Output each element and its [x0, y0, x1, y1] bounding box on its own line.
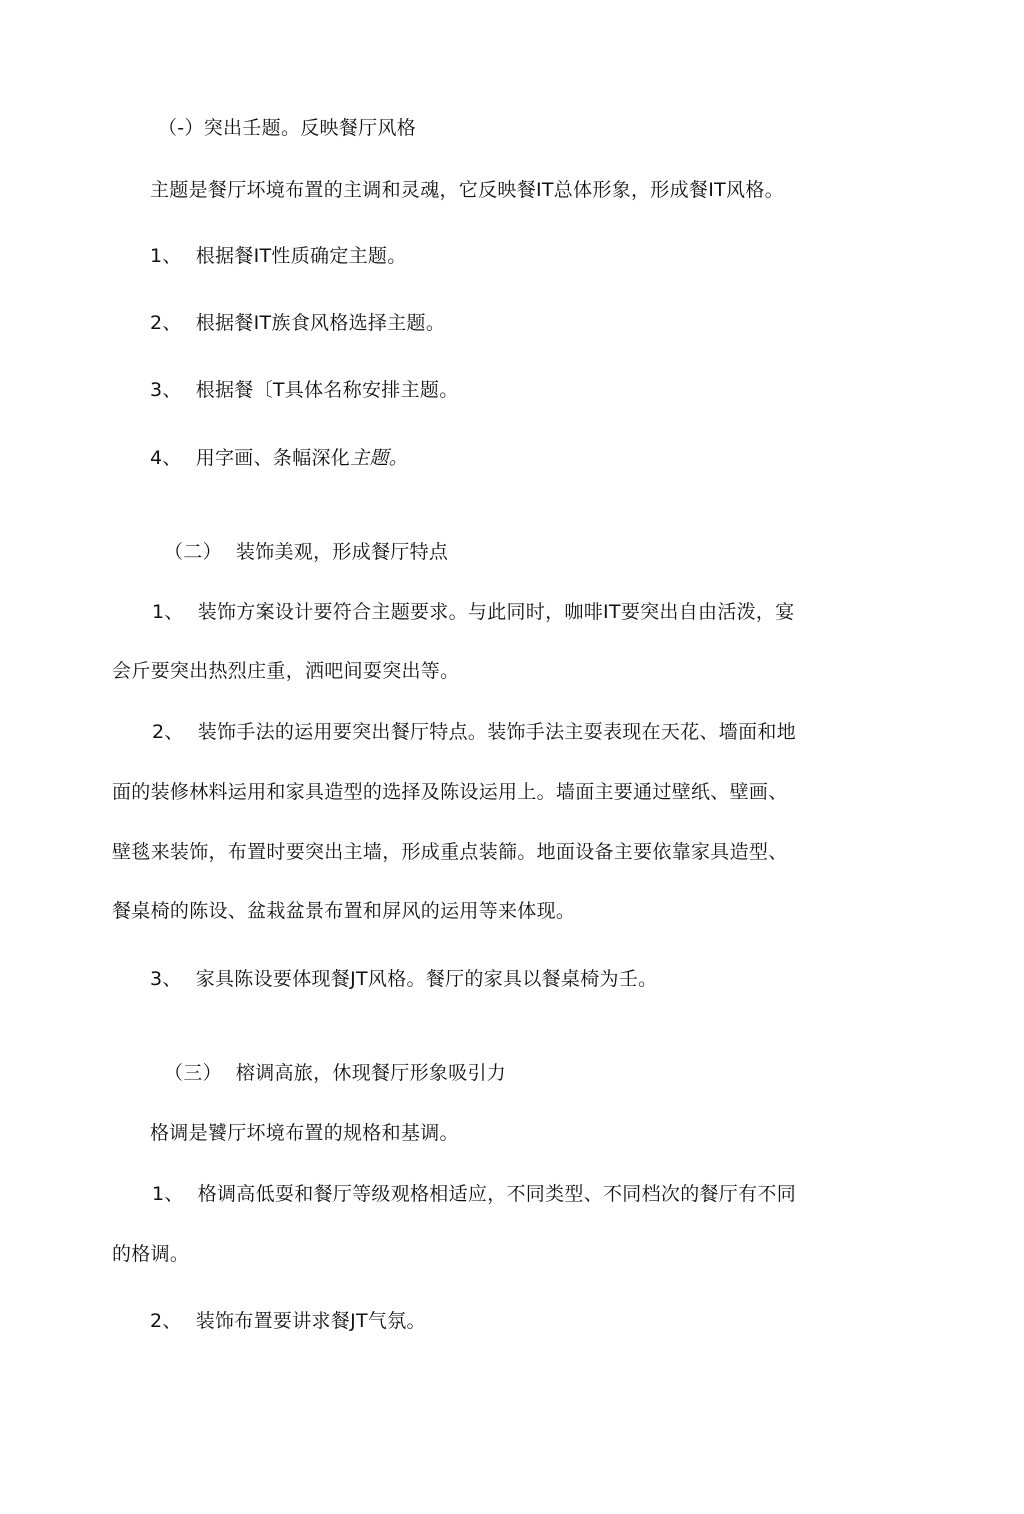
- item-number: 4、: [150, 447, 182, 469]
- section1-item-2: [150, 311, 445, 335]
- item-number: 1、: [152, 601, 184, 623]
- section1-intro: 主题是餐厅坏境布置的主调和灵魂，它反映餐IT总体形象，形成餐IT风格。: [150, 179, 784, 201]
- section3-item-1-line-2: 的格调。: [112, 1243, 190, 1265]
- section3-heading: [164, 1061, 506, 1085]
- item-number: 2、: [150, 1310, 182, 1332]
- item-text: 根据餐IT族食风格选择主题。: [195, 312, 446, 334]
- section1-item-4: [150, 446, 408, 470]
- section2-item-1-line-2: 会斤要突出热烈庄重，洒吧间耍突出等。: [112, 660, 460, 682]
- section3-intro: 格调是饕厅坏境布置的规格和基调。: [150, 1122, 459, 1144]
- item-text-italic: 主题。: [350, 447, 409, 469]
- item-text: 根据餐〔T具体名称安排主题。: [195, 379, 459, 401]
- item-text: 装饰布置要讲求餐JT气氛。: [195, 1310, 426, 1332]
- heading-text: 装饰美观，形成餐厅特点: [235, 541, 449, 563]
- item-number: 1、: [150, 245, 182, 267]
- heading-number: （三）: [164, 1062, 222, 1084]
- heading-number: （二）: [164, 541, 222, 563]
- section3-item-1-line-1: [152, 1182, 796, 1206]
- item-number: 3、: [150, 968, 182, 990]
- item-number: 2、: [150, 312, 182, 334]
- item-number: 2、: [152, 721, 184, 743]
- item-text: 用字画、条幅深化: [195, 447, 351, 469]
- section2-item-2-line-2: 面的装修林料运用和家具造型的选择及陈设运用上。墙面主要通过壁纸、壁画、: [112, 781, 788, 803]
- item-number: 1、: [152, 1183, 184, 1205]
- section2-item-2-line-4: 餐桌椅的陈设、盆栽盆景布置和屏风的运用等来体现。: [112, 900, 576, 922]
- section2-heading: [164, 540, 448, 564]
- item-text: 装饰方案设计要符合主题要求。与此同时，咖啡IT要突出自由活泼，宴: [197, 601, 795, 623]
- section2-item-3: [150, 967, 657, 991]
- section2-item-1-line-1: [152, 600, 795, 624]
- heading-text: 榕调高旅，休现餐厅形象吸引力: [235, 1062, 507, 1084]
- item-text: 家具陈设要体现餐JT风格。餐厅的家具以餐桌椅为壬。: [195, 968, 658, 990]
- item-text: 装饰手法的运用要突出餐厅特点。装饰手法主耍表现在天花、墻面和地: [197, 721, 797, 743]
- item-text: 格调高低耍和餐厅等级观格相适应，不同类型、不同档次的餐厅有不同: [197, 1183, 797, 1205]
- item-text: 根据餐IT性质确定主题。: [195, 245, 407, 267]
- section2-item-2-line-3: 壁毯来装饰，布置时要突出主墙，形成重点装篩。地面设备主要依靠家具造型、: [112, 841, 788, 863]
- section1-item-3: [150, 378, 459, 402]
- section1-item-1: [150, 244, 407, 268]
- section2-item-2-line-1: [152, 720, 796, 744]
- item-number: 3、: [150, 379, 182, 401]
- section3-item-2: [150, 1309, 426, 1333]
- section1-heading: （-）突出壬题。反映餐厅风格: [158, 117, 417, 139]
